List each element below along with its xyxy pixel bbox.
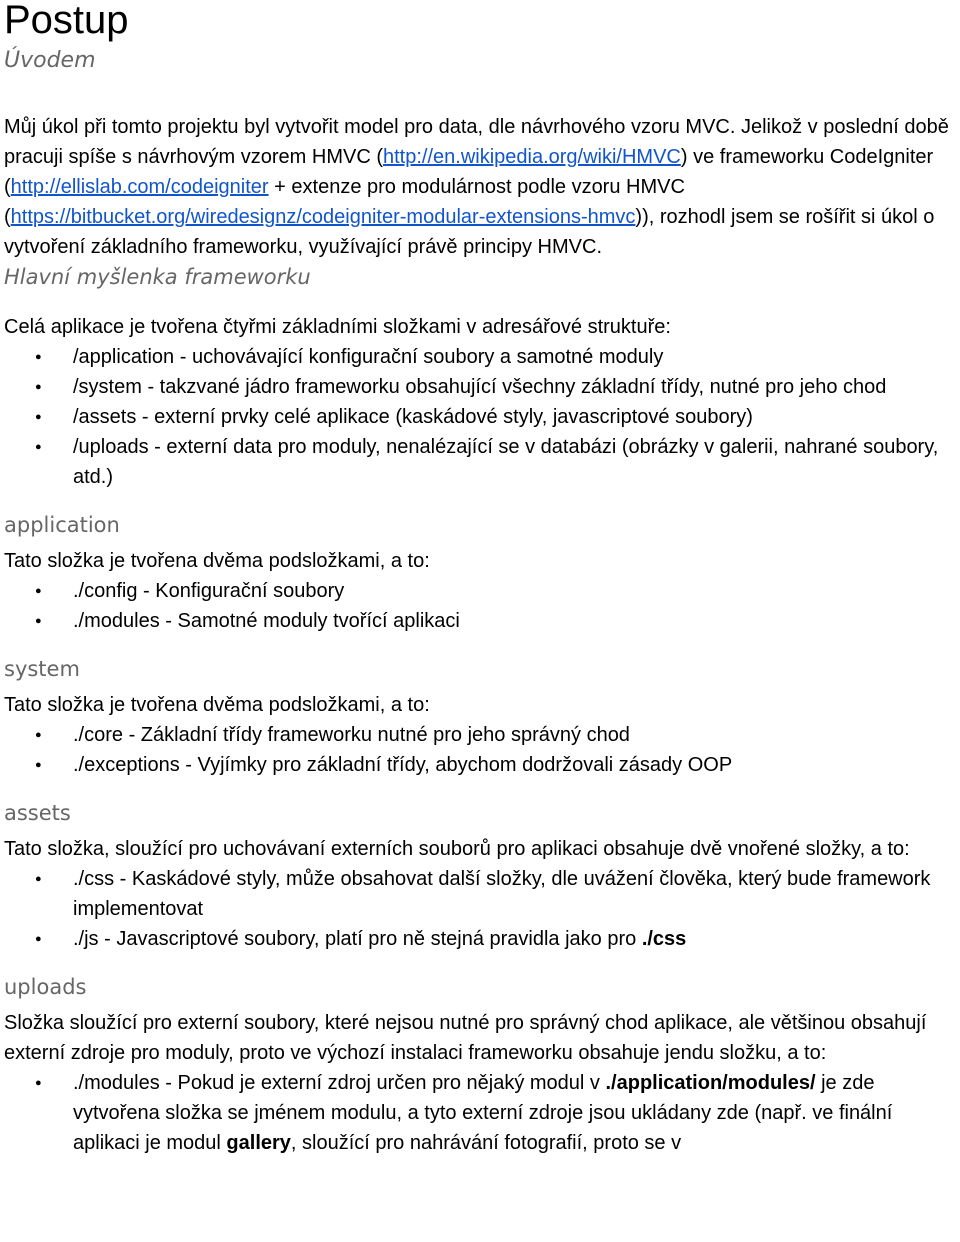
list-item: ● ./modules - Samotné moduly tvořící aplikaci bbox=[4, 606, 956, 636]
hmvc-wiki-link[interactable]: http://en.wikipedia.org/wiki/HMVC bbox=[382, 146, 681, 168]
intro-heading: Úvodem bbox=[4, 48, 96, 73]
system-heading: system bbox=[4, 657, 80, 681]
bullet-icon: ● bbox=[35, 729, 42, 741]
uploads-text: Složka sloužící pro externí soubory, které nejsou nutné pro správný chod aplikace, ale většinou obsahují externí zdroje pro moduly, proto ve výchozí instalaci frameworku obsahuje jendu složku, a to: bbox=[4, 1012, 927, 1064]
bullet-icon: ● bbox=[35, 759, 42, 771]
list-item: ● /assets - externí prvky celé aplikace (kaskádové styly, javascriptové soubory) bbox=[4, 402, 956, 432]
list-item: ● /uploads - externí data pro moduly, nenalézající se v databázi (obrázky v galerii, nahrané soubory, atd.) bbox=[4, 432, 956, 492]
application-heading: application bbox=[4, 513, 120, 537]
uploads-list bbox=[4, 1068, 956, 1158]
bullet-icon: ● bbox=[35, 933, 42, 945]
assets-heading: assets bbox=[4, 801, 71, 825]
list-item: ● /application - uchovávající konfigurační soubory a samotné moduly bbox=[4, 342, 956, 372]
bullet-icon: ● bbox=[35, 585, 42, 597]
bullet-icon: ● bbox=[35, 411, 42, 423]
codeigniter-link[interactable]: http://ellislab.com/codeigniter bbox=[10, 176, 269, 198]
list-item: ● ./config - Konfigurační soubory bbox=[4, 576, 956, 606]
bullet-icon: ● bbox=[35, 381, 42, 393]
list-item: ● ./modules - Pokud je externí zdroj určen pro nějaký modul v ./application/modules/ je zde vytvořena složka se jménem modulu, a tyto externí zdroje jsou ukládany zde (např. ve finální aplikaci je modul gallery, sloužící pro nahrávání fotografií, proto se v bbox=[4, 1068, 956, 1158]
list-item: ● ./exceptions - Vyjímky pro základní třídy, abychom dodržovali zásady OOP bbox=[4, 750, 956, 780]
page-title: Postup bbox=[4, 0, 129, 42]
application-text: Tato složka je tvořena dvěma podsložkami, a to: bbox=[4, 550, 430, 572]
bullet-icon: ● bbox=[35, 441, 42, 453]
list-item: ● ./core - Základní třídy frameworku nutné pro jeho správný chod bbox=[4, 720, 956, 750]
assets-text: Tato složka, sloužící pro uchovávaní externích souborů pro aplikaci obsahuje dvě vnořené složky, a to: bbox=[4, 838, 910, 860]
assets-list bbox=[4, 864, 956, 954]
bullet-icon: ● bbox=[35, 873, 42, 885]
bullet-icon: ● bbox=[35, 1077, 42, 1089]
uploads-heading: uploads bbox=[4, 975, 87, 999]
list-item: ● /system - takzvané jádro frameworku obsahující všechny základní třídy, nutné pro jeho chod bbox=[4, 372, 956, 402]
system-text: Tato složka je tvořena dvěma podsložkami, a to: bbox=[4, 694, 430, 716]
main-idea-heading: Hlavní myšlenka frameworku bbox=[4, 265, 311, 289]
application-list bbox=[4, 576, 956, 636]
bullet-icon: ● bbox=[35, 351, 42, 363]
system-list bbox=[4, 720, 956, 780]
list-item: ● ./css - Kaskádové styly, může obsahovat další složky, dle uvážení člověka, který bude framework implementovat bbox=[4, 864, 956, 924]
bullet-icon: ● bbox=[35, 615, 42, 627]
intro-paragraph: Můj úkol při tomto projektu byl vytvořit model pro data, dle návrhového vzoru MVC. Jelikož v poslední době pracuji spíše s návrhovým vzorem HMVC (http://en.wikipedia.org/wiki/HMVC) ve frameworku CodeIgniter (http://ellislab.com/codeigniter + extenze pro modulárnost podle vzoru HMVC (https://bitbucket.org/wiredesignz/codeigniter-modular-extensions-hmvc)), rozhodl jsem se rošířit si úkol o vytvoření základního frameworku, využívající právě principy HMVC. bbox=[4, 116, 949, 258]
list-item: ● ./js - Javascriptové soubory, platí pro ně stejná pravidla jako pro ./css bbox=[4, 924, 956, 954]
bitbucket-link[interactable]: https://bitbucket.org/wiredesignz/codeigniter-modular-extensions-hmvc bbox=[10, 206, 636, 228]
main-idea-list bbox=[4, 342, 956, 492]
main-idea-text: Celá aplikace je tvořena čtyřmi základními složkami v adresářové struktuře: bbox=[4, 316, 671, 338]
